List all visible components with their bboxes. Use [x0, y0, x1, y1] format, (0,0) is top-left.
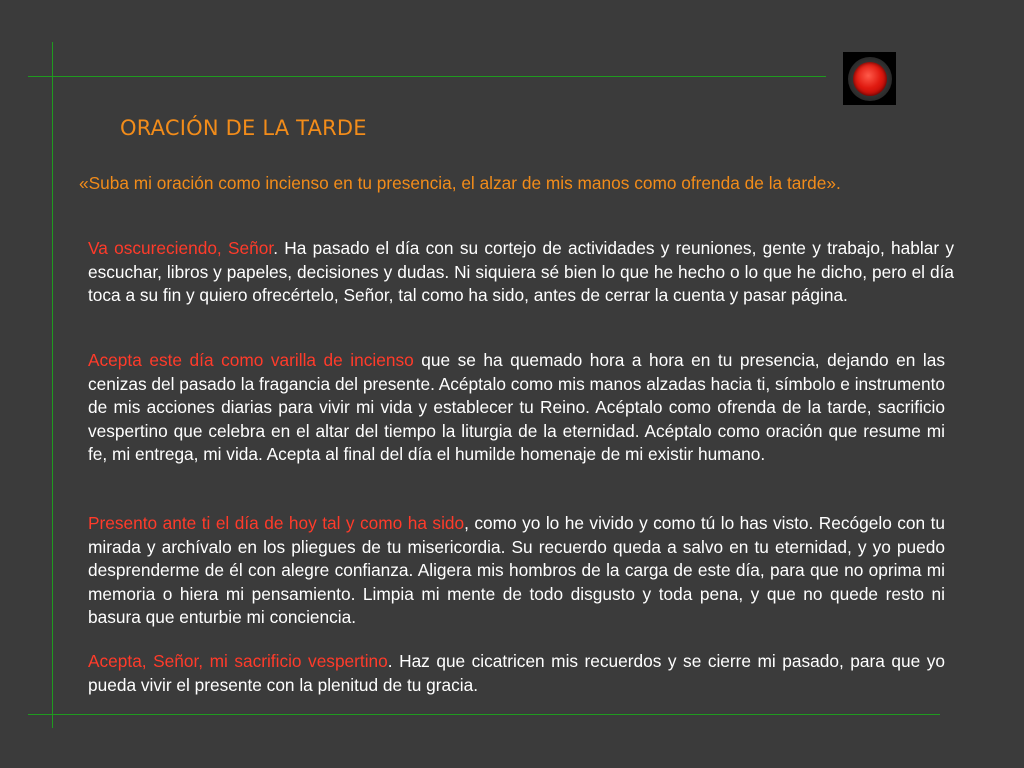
button-red-dot — [853, 62, 887, 96]
paragraph-2-lead: Acepta este día como varilla de incienso — [88, 350, 414, 370]
paragraph-2 — [88, 349, 945, 467]
paragraph-3-text: , como yo lo he vivido y como tú lo has visto. Recógelo con tu mirada y archívalo en los pliegues de tu misericordia. Su recuerdo queda a salvo en tu eternidad, y yo puedo desprenderme de él con alegre confianza. Aligera mis hombros de la carga de este día, para que no oprima mi memoria o hiera mi pensamiento. Limpia mi mente de todo disgusto y toda pena, y que no quede resto ni basura que enturbie mi conciencia. — [88, 513, 945, 627]
left-divider-line — [52, 42, 53, 728]
paragraph-4-lead: Acepta, Señor, mi sacrificio vespertino — [88, 651, 388, 671]
paragraph-4 — [88, 650, 945, 697]
page-title: ORACIÓN DE LA TARDE — [120, 116, 367, 140]
paragraph-1 — [88, 237, 954, 308]
red-circle-button-icon[interactable] — [843, 52, 896, 105]
bottom-divider-line — [28, 714, 940, 715]
paragraph-4-text: . Haz que cicatricen mis recuerdos y se cierre mi pasado, para que yo pueda vivir el presente con la plenitud de tu gracia. — [88, 651, 945, 695]
button-ring — [848, 57, 892, 101]
paragraph-1-text: . Ha pasado el día con su cortejo de actividades y reuniones, gente y trabajo, hablar y escuchar, libros y papeles, decisiones y dudas. Ni siquiera sé bien lo que he hecho o lo que he dicho, pero el día toca a su fin y quiero ofrecértelo, Señor, tal como ha sido, antes de cerrar la cuenta y pasar página. — [88, 238, 955, 305]
paragraph-3-lead: Presento ante ti el día de hoy tal y como ha sido — [88, 513, 465, 533]
paragraph-2-text: que se ha quemado hora a hora en tu presencia, dejando en las cenizas del pasado la fragancia del presente. Acéptalo como mis manos alzadas hacia ti, símbolo e instrumento de mis acciones diarias para vivir mi vida y establecer tu Reino. Acéptalo como ofrenda de la tarde, sacrificio vespertino que celebra en el altar del tiempo la liturgia de la eternidad. Acéptalo como oración que resume mi fe, mi entrega, mi vida. Acepta al final del día el humilde homenaje de mi existir humano. — [88, 350, 945, 464]
paragraph-3 — [88, 512, 945, 630]
opening-quote: «Suba mi oración como incienso en tu presencia, el alzar de mis manos como ofrenda de la tarde». — [79, 173, 841, 193]
top-divider-line — [28, 76, 826, 77]
paragraph-1-lead: Va oscureciendo, Señor — [88, 238, 274, 258]
